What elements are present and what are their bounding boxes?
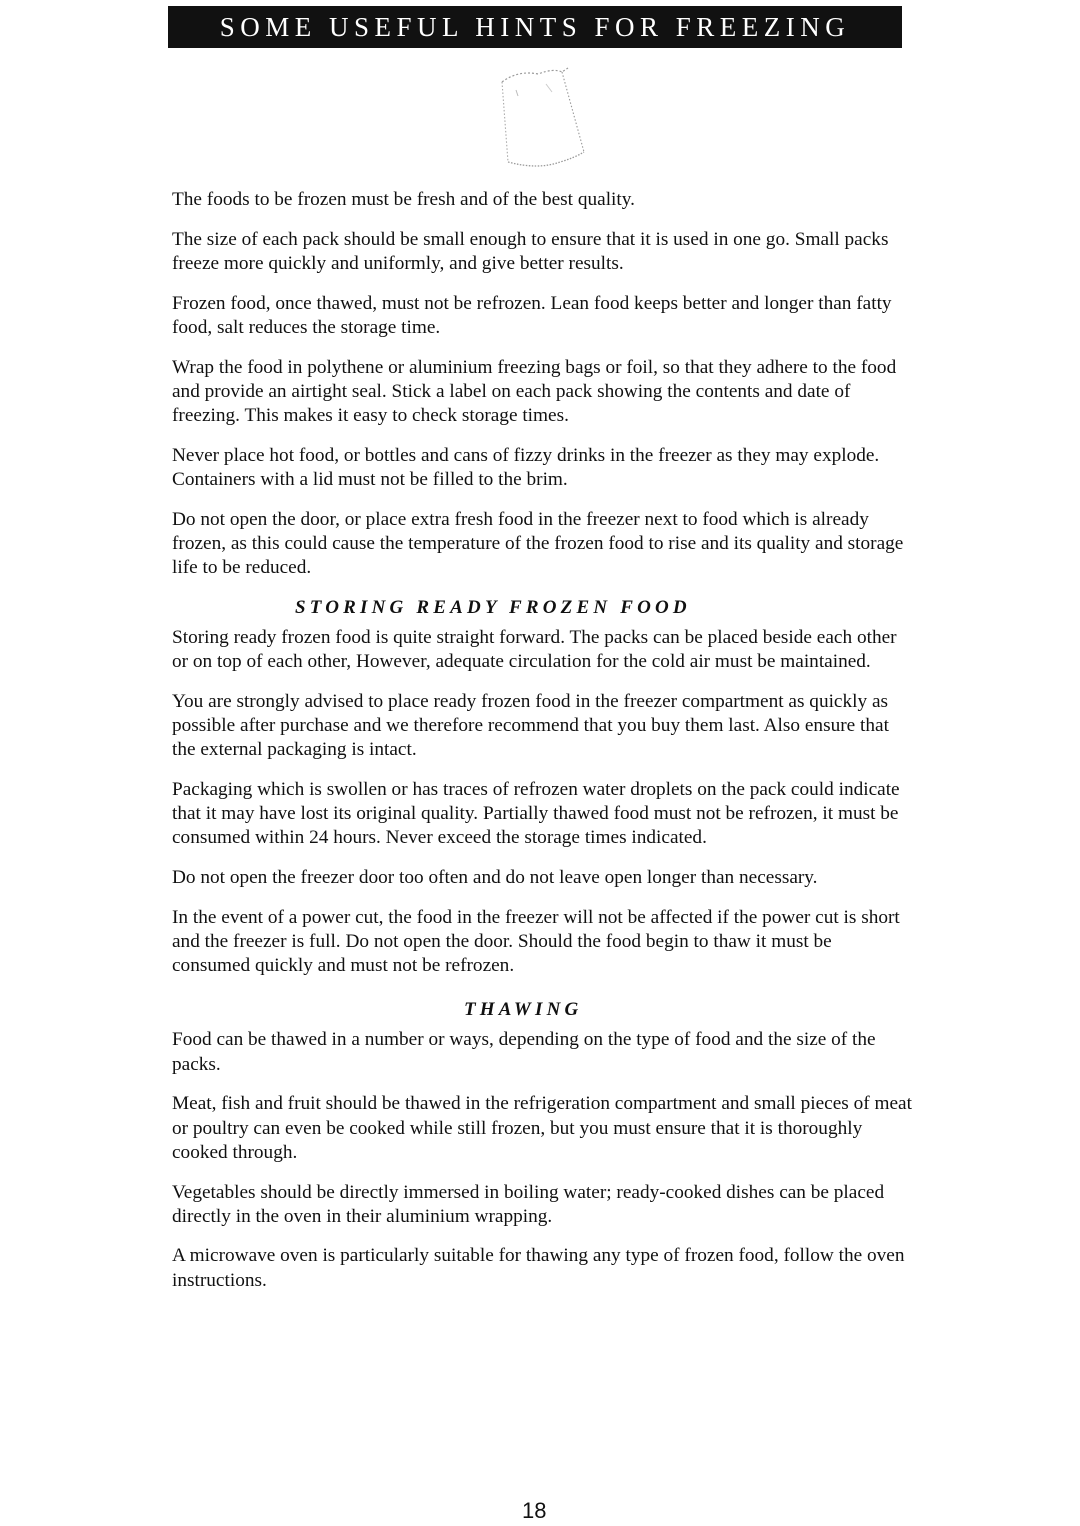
thawing-paragraph: Food can be thawed in a number or ways, depending on the type of food and the size of the packs. [172, 1029, 876, 1075]
thawing-paragraph: Vegetables should be directly immersed in boiling water; ready-cooked dishes can be placed directly in the oven in their aluminium wrapping. [172, 1181, 885, 1227]
freezer-bag-icon [488, 62, 598, 182]
thawing-section-heading: THAWING [464, 999, 583, 1021]
storing-paragraph: Storing ready frozen food is quite straight forward. The packs can be placed beside each other or on top of each other, However, adequate circulation for the cold air must be maintained. [172, 626, 897, 673]
intro-paragraph: Frozen food, once thawed, must not be refrozen. Lean food keeps better and longer than fatty food, salt reduces the storage time. [172, 292, 892, 338]
page-number: 18 [522, 1500, 547, 1520]
thawing-paragraph: A microwave oven is particularly suitable for thawing any type of frozen food, follow the oven instructions. [172, 1245, 905, 1291]
document-body [172, 188, 912, 1308]
storing-paragraph: In the event of a power cut, the food in the freezer will not be affected if the power cut is short and the freezer is full. Do not open the door. Should the food begin to thaw it must be consumed quickly and must not be refrozen. [172, 906, 900, 977]
intro-paragraph: Do not open the door, or place extra fresh food in the freezer next to food which is already frozen, as this could cause the temperature of the frozen food to rise and its quality and storage life to be reduced. [172, 508, 904, 578]
intro-paragraph: The size of each pack should be small enough to ensure that it is used in one go. Small packs freeze more quickly and uniformly, and give better results. [172, 228, 889, 274]
page-title: SOME USEFUL HINTS FOR FREEZING [219, 11, 851, 42]
storing-paragraph: Packaging which is swollen or has traces of refrozen water droplets on the pack could indicate that it may have lost its original quality. Partially thawed food must not be refrozen, it must be consumed within 24 hours. Never exceed the storage times indicated. [172, 778, 900, 849]
intro-paragraph: The foods to be frozen must be fresh and of the best quality. [172, 189, 635, 210]
storing-section-heading: STORING READY FROZEN FOOD [295, 596, 691, 618]
page-title-banner [168, 6, 902, 48]
storing-paragraph: Do not open the freezer door too often and do not leave open longer than necessary. [172, 866, 818, 888]
intro-paragraph: Never place hot food, or bottles and cans of fizzy drinks in the freezer as they may explode. Containers with a lid must not be filled to the brim. [172, 444, 880, 490]
intro-paragraph: Wrap the food in polythene or aluminium freezing bags or foil, so that they adhere to the food and provide an airtight seal. Stick a label on each pack showing the contents and date of freezing. This makes it easy to check storage times. [172, 356, 897, 426]
storing-paragraph: You are strongly advised to place ready frozen food in the freezer compartment as quickly as possible after purchase and we therefore recommend that you buy them last. Also ensure that the external packaging is intact. [172, 690, 889, 761]
thawing-paragraph: Meat, fish and fruit should be thawed in the refrigeration compartment and small pieces of meat or poultry can even be cooked while still frozen, but you must ensure that it is thoroughly cooked through. [172, 1093, 912, 1163]
